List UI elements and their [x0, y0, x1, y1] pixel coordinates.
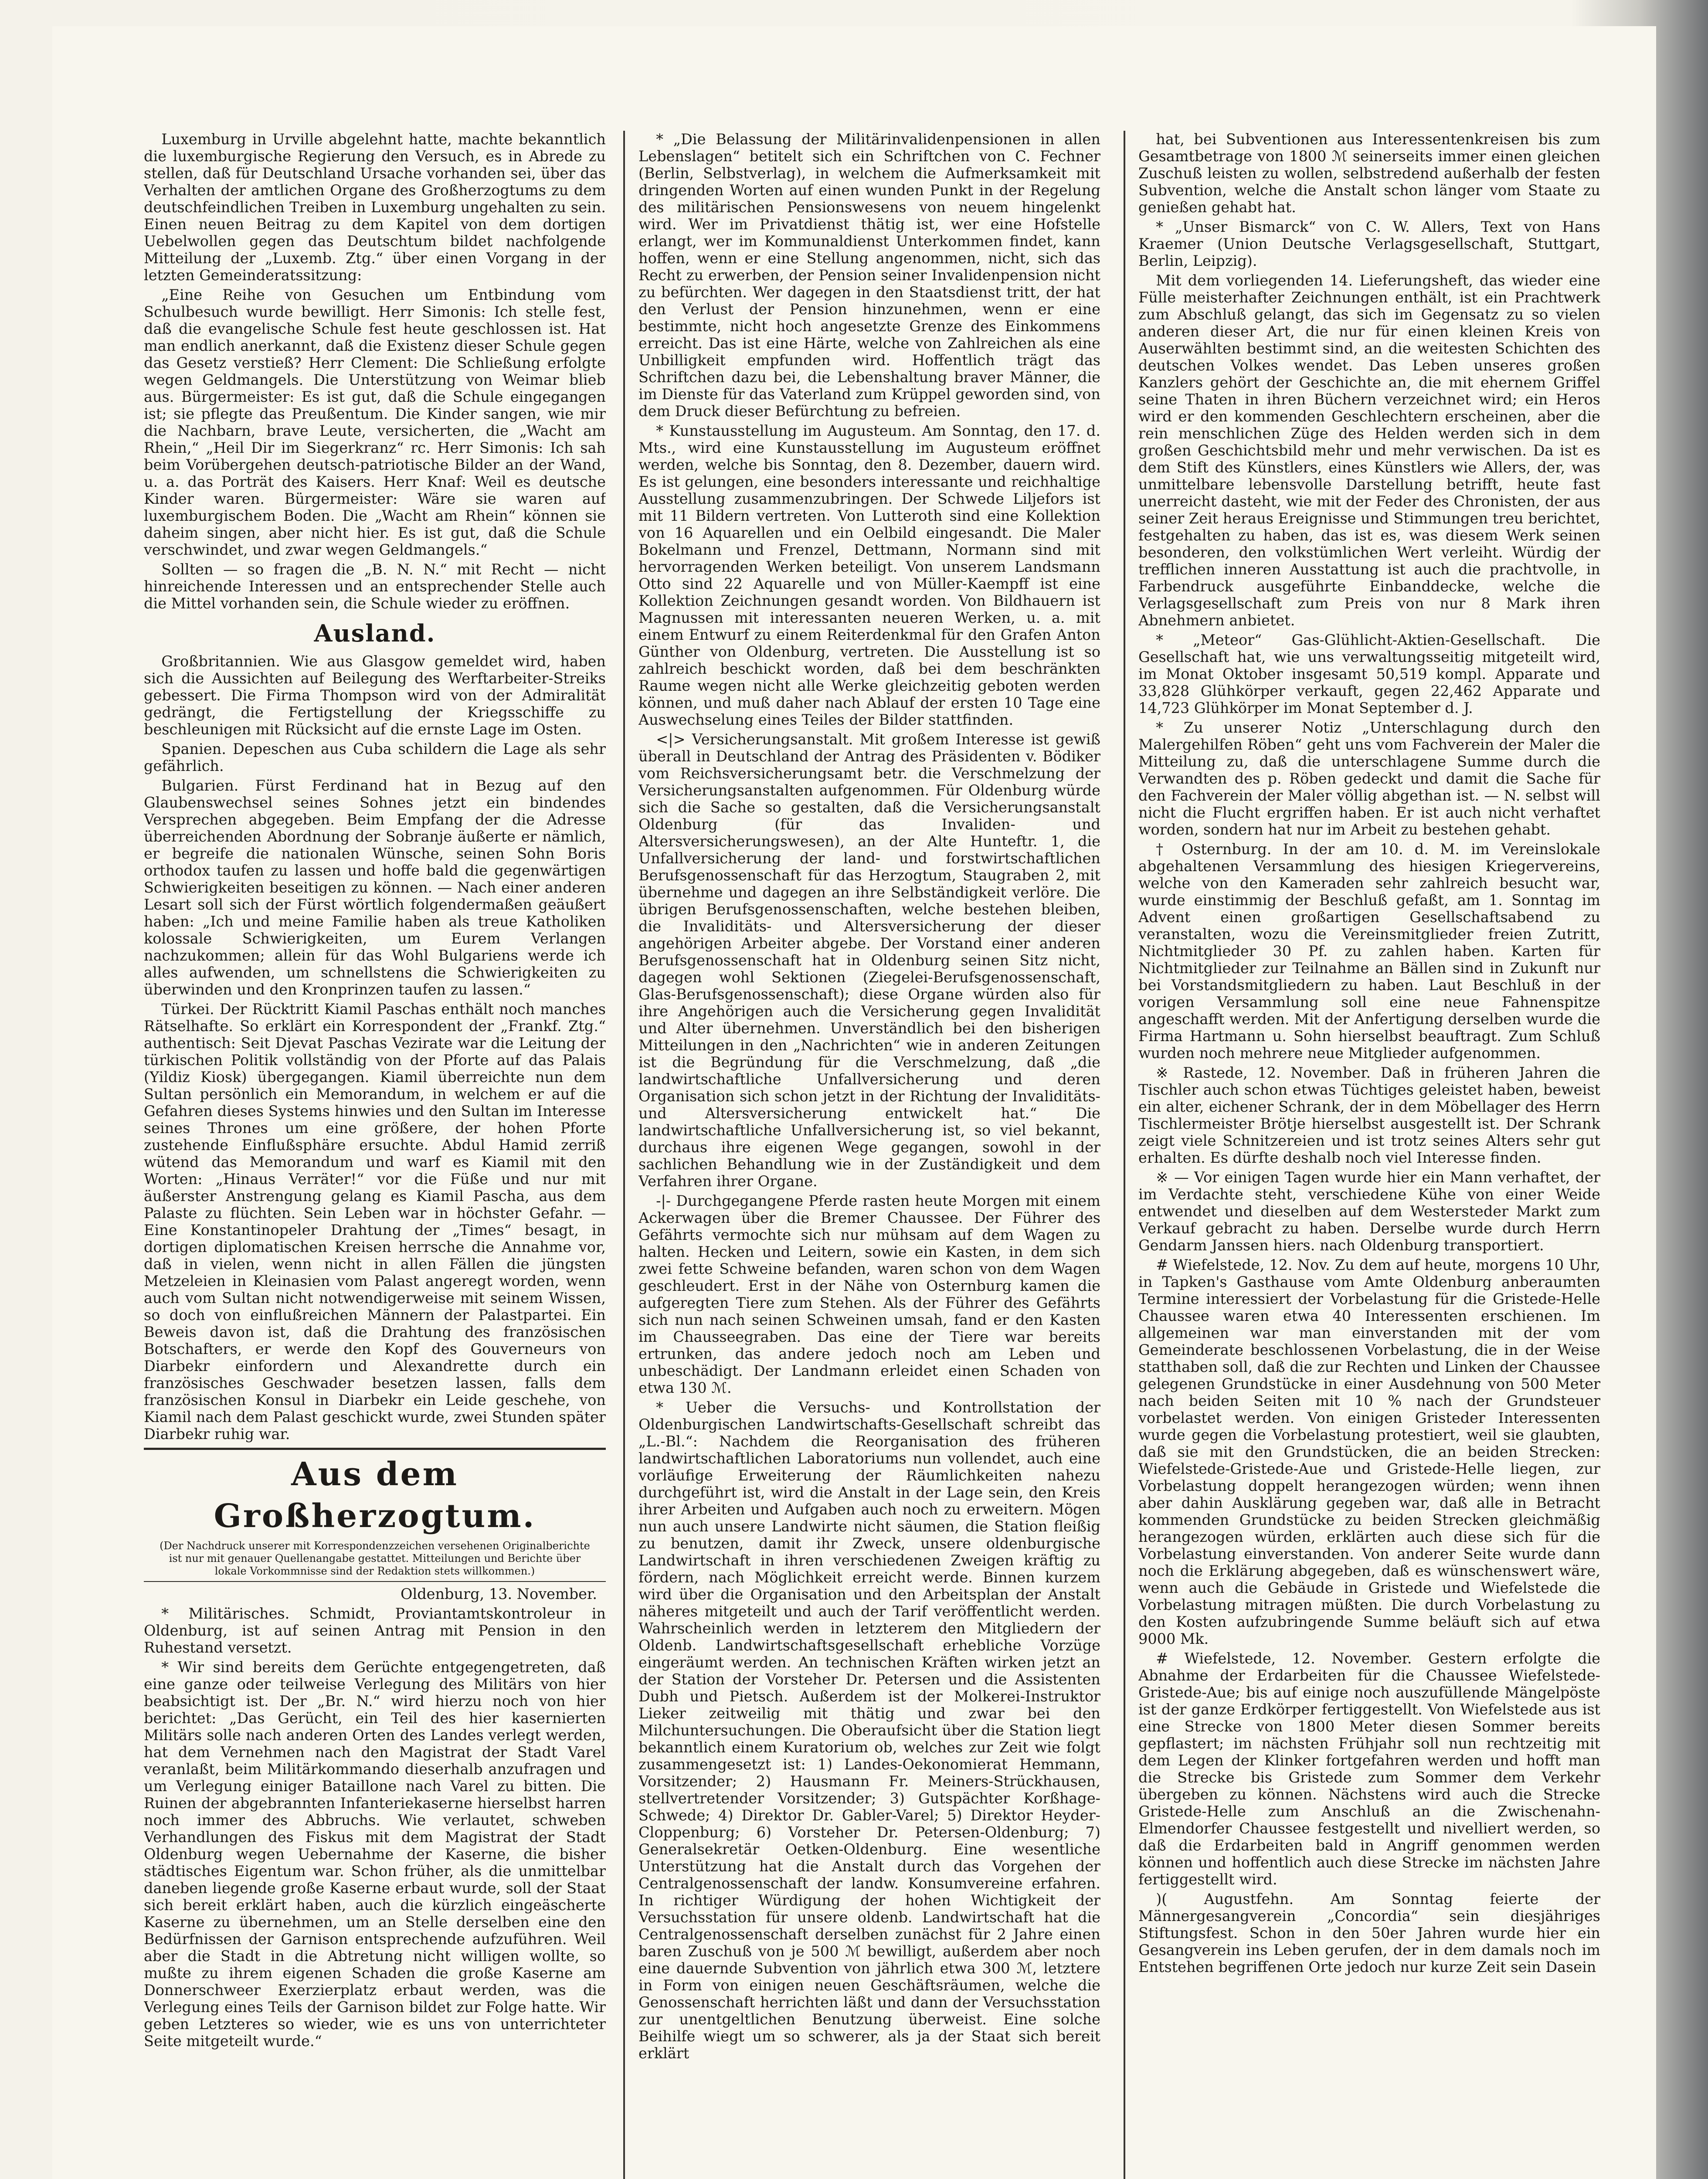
article-paragraph: * Kunstausstellung im Augusteum. Am Sonntag, den 17. d. Mts., wird eine Kunstausstellung im Augusteum eröffnet werden, welche bis Sonntag, den 8. Dezember, dauern wird. Es ist gelungen, eine besonders interessante und reichhaltige Ausstellung zusammenzubringen. Der Schwede Liljefors ist mit 11 Bildern vertreten. Von Lutteroth sind eine Kollektion von 16 Aquarellen und ein Oelbild eingesandt. Die Maler Bokelmann und Frenzel, Dettmann, Normann sind mit hervorragenden Werken beteiligt. Von unserem Landsmann Otto sind 22 Aquarelle und von Müller-Kaempff ist eine Kollektion Zeichnungen gesandt worden. Von Bildhauern ist Magnussen mit interessanten neueren Werken, u. a. mit einem Entwurf zu einem Reiterdenkmal für den Grafen Anton Günther von Oldenburg, vertreten. Die Ausstellung ist so zahlreich beschickt worden, daß bei dem beschränkten Raume wegen nicht alle Werke gleichzeitig geboten werden können, und muß daher nach Ablauf der ersten 10 Tage eine Auswechselung eines Teiles der Bilder stattfinden.: [638, 422, 1100, 728]
article-paragraph: * Ueber die Versuchs- und Kontrollstation der Oldenburgischen Landwirtschafts-Gesellschaft schreibt das „L.-Bl.“: Nachdem die Reorganisation des früheren landwirtschaftlichen Laboratoriums nun vollendet, auch eine vorläufige Erweiterung der Räumlichkeiten nahezu durchgeführt ist, wird die Anstalt in der Lage sein, den Kreis ihrer Arbeiten und Aufgaben auch noch zu erweitern. Mögen nun auch unsere Landwirte nicht säumen, die Station fleißig zu benutzen, damit ihr Zweck, unsere oldenburgische Landwirtschaft in ihren verschiedenen Zweigen kräftig zu fördern, nach Möglichkeit erreicht werde. Binnen kurzem wird über die Organisation und den Arbeitsplan der Anstalt näheres mitgeteilt und auch der Tarif veröffentlicht werden. Wahrscheinlich werden in letzterem den Mitgliedern der Oldenb. Landwirtschaftsgesellschaft erhebliche Vorzüge eingeräumt werden. An technischen Kräften wirken jetzt an der Station der Vorsteher Dr. Petersen und die Assistenten Dubh und Pietsch. Außerdem ist der Molkerei-Instruktor Lieker zeitweilig mit thätig und zwar bei den Milchuntersuchungen. Die Oberaufsicht über die Station liegt bekanntlich einem Kuratorium ob, welches zur Zeit wie folgt zusammengesetzt ist: 1) Landes-Oekonomierat Hemmann, Vorsitzender; 2) Hausmann Fr. Meiners-Strückhausen, stellvertretender Vorsitzender; 3) Gutspächter Korßhage-Schwede; 4) Direktor Dr. Gabler-Varel; 5) Direktor Heyder-Cloppenburg; 6) Vorsteher Dr. Petersen-Oldenburg; 7) Generalsekretär Oetken-Oldenburg. Eine wesentliche Unterstützung hat die Anstalt durch das Vorgehen der Centralgenossenschaft der landw. Konsumvereine erfahren. In richtiger Würdigung der hohen Wichtigkeit der Versuchsstation für unsere oldenb. Landwirtschaft hat die Centralgenossenschaft derselben zunächst für 2 Jahre einen baren Zuschuß von je 500 ℳ bewilligt, außerdem aber noch eine dauernde Subvention von jährlich etwa 300 ℳ, letztere in Form von einigen neuen Geschäftsräumen, welche die Genossenschaft herrichten läßt und dann der Versuchsstation zur unentgeltlichen Benutzung überweist. Eine solche Beihilfe wiegt um so schwerer, als ja der Staat sich bereit erklärt: [638, 1399, 1100, 2062]
column-1: [144, 131, 606, 2179]
article-paragraph: † Osternburg. In der am 10. d. M. im Vereinslokale abgehaltenen Versammlung des hiesigen Kriegervereins, welche von den Kameraden sehr zahlreich besucht war, wurde einstimmig der Beschluß gefaßt, am 1. Sonntag im Advent einen großartigen Gesellschaftsabend zu veranstalten, wozu die Vereinsmitglieder freien Zutritt, Nichtmitglieder 30 Pf. zu zahlen haben. Karten für Nichtmitglieder zur Teilnahme an Bällen sind in Zukunft nur bei Vorstandsmitgliedern zu haben. Laut Beschluß in der vorigen Versammlung soll eine neue Fahnenspitze angeschafft werden. Mit der Anfertigung derselben wurde die Firma Hartmann u. Sohn hierselbst beauftragt. Zum Schluß wurden noch mehrere neue Mitglieder aufgenommen.: [1138, 841, 1600, 1062]
dateline: Oldenburg, 13. November.: [401, 1585, 597, 1602]
article-paragraph: ※ Rastede, 12. November. Daß in früheren Jahren die Tischler auch schon etwas Tüchtiges geleistet haben, beweist ein alter, eichener Schrank, der in dem Möbellager des Herrn Tischlermeister Brötje hierselbst ausgestellt ist. Der Schrank zeigt viele Schnitzereien und ist trotz seines Alters sehr gut erhalten. Es dürfte deshalb noch viel Interesse finden.: [1138, 1064, 1600, 1166]
column-3: [1138, 131, 1600, 2179]
column-divider: [623, 131, 625, 2179]
article-paragraph: * „Meteor“ Gas-Glühlicht-Aktien-Gesellschaft. Die Gesellschaft hat, wie uns verwaltungsseitig mitgeteilt wird, im Monat Oktober insgesamt 50,519 kompl. Apparate und 33,828 Glühkörper verkauft, gegen 22,462 Apparate und 14,723 Glühkörper im Monat September d. J.: [1138, 631, 1600, 716]
article-paragraph: )( Augustfehn. Am Sonntag feierte der Männergesangverein „Concordia“ sein diesjähriges Stiftungsfest. Schon in den 50er Jahren wurde hier ein Gesangverein ins Leben gerufen, der in dem damals noch im Entstehen begriffenen Orte jedoch nur kurze Zeit sein Dasein: [1138, 1891, 1600, 1975]
article-paragraph: -|- Durchgegangene Pferde rasten heute Morgen mit einem Ackerwagen über die Bremer Chaussee. Der Führer des Gefährts vermochte sich nur mühsam auf dem Wagen zu halten. Hecken und Leitern, sowie ein Kasten, in dem sich zwei fette Schweine befanden, waren schon von dem Wagen geschleudert. Erst in der Nähe von Osternburg kamen die aufgeregten Tiere zum Stehen. Als der Führer des Gefährts sich nun nach seinen Schweinen umsah, fand er den Kasten im Chausseegraben. Das eine der Tiere war bereits ertrunken, das andere jedoch noch am Leben und unbeschädigt. Der Landmann erleidet einen Schaden von etwa 130 ℳ.: [638, 1192, 1100, 1396]
article-paragraph: ※ — Vor einigen Tagen wurde hier ein Mann verhaftet, der im Verdachte steht, verschiedene Kühe von einer Weide entwendet und dieselben auf dem Westersteder Markt zum Verkauf gebracht zu haben. Derselbe wurde durch Herrn Gendarm Janssen hiers. nach Oldenburg transportiert.: [1138, 1169, 1600, 1254]
column-2: [638, 131, 1100, 2179]
article-paragraph: # Wiefelstede, 12. Nov. Zu dem auf heute, morgens 10 Uhr, in Tapken's Gasthause vom Amte Oldenburg anberaumten Termine interessiert der Vorbelastung für die Gristede-Helle Chaussee waren etwa 40 Interessenten erschienen. Im allgemeinen war man einverstanden mit der vom Gemeinderate beschlossenen Vorbelastung, die in der Weise statthaben soll, daß die zur Rechten und Linken der Chaussee gelegenen Grundstücke in einer Ausdehnung von 500 Meter nach beiden Seiten mit 10 % nach der Grundsteuer vorbelastet werden. Von einigen Gristeder Interessenten wurde gegen die Vorbelastung protestiert, weil sie glaubten, daß sie mit den Grundstücken, die an beiden Strecken: Wiefelstede-Gristede-Aue und Gristede-Helle liegen, zur Vorbelastung doppelt herangezogen würden; wenn ihnen aber dahin Ausklärung gegeben war, daß alle in Betracht kommenden Grundstücke zu beiden Strecken gleichmäßig herangezogen würden, erklärten auch diese sich für die Vorbelastung einverstanden. Von anderer Seite wurde dann noch die Erklärung abgegeben, daß es wünschenswert wäre, wenn auch die Gebäude in Gristede und Wiefelstede die Vorbelastung mitragen müßten. Die durch Vorbelastung zu den Kosten aufzubringende Summe beläuft sich auf etwa 9000 Mk.: [1138, 1256, 1600, 1647]
article-paragraph: Spanien. Depeschen aus Cuba schildern die Lage als sehr gefährlich.: [144, 740, 606, 774]
article-paragraph: Mit dem vorliegenden 14. Lieferungsheft, das wieder eine Fülle meisterhafter Zeichnungen enthält, ist ein Prachtwerk zum Abschluß gelangt, das sich im Gegensatz zu so vielen anderen dieser Art, die nur für einen kleinen Kreis von Auserwählten bestimmt sind, an die weitesten Schichten des deutschen Volkes wendet. Das Leben unseres großen Kanzlers gehört der Geschichte an, die mit ehernem Griffel seine Thaten in ihren Büchern verzeichnet wird; ein Heros wird er den kommenden Geschlechtern erscheinen, aber die rein menschlichen Züge des Helden werden sich in dem großen Geschichtsbild mehr und mehr verwischen. Da ist es dem Stift des Künstlers, eines Künstlers wie Allers, der, was unmittelbare lebensvolle Darstellung betrifft, heute fast unerreicht dasteht, wie mit der Feder des Chronisten, der aus seiner Zeit heraus Ereignisse und Stimmungen treu berichtet, festgehalten zu haben, das ist es, was diesem Werk seinen besonderen, den volkstümlichen Wert verleiht. Würdig der trefflichen inneren Ausstattung ist auch die prachtvolle, in Farbendruck ausgeführte Einbanddecke, welche die Verlagsgesellschaft zum Preis von nur 8 Mark ihren Abnehmern anbietet.: [1138, 272, 1600, 629]
article-paragraph: * „Die Belassung der Militärinvalidenpensionen in allen Lebenslagen“ betitelt sich ein Schriftchen von C. Fechner (Berlin, Selbstverlag), in welchem die Aufmerksamkeit mit dringenden Worten auf einen wunden Punkt in der Regelung des militärischen Pensionswesens von neuem hingelenkt wird. Wer im Privatdienst thätig ist, wer eine Hofstelle erlangt, wer im Kommunaldienst Unterkommen findet, kann hoffen, wenn er eine Stellung angenommen, nicht, sich das Recht zu erwerben, der Pension seiner Invalidenpension nicht zu befürchten. Wer dagegen in den Staatsdienst tritt, der hat den Verlust der Pension hinzunehmen, wenn er eine bestimmte, nicht hoch angesetzte Grenze des Einkommens erreicht. Das ist eine Härte, welche von Zahlreichen als eine Unbilligkeit empfunden wird. Hoffentlich trägt das Schriftchen dazu bei, die Lebenshaltung braver Männer, die im Dienste für das Vaterland zum Krüppel geworden sind, von dem Druck dieser Befürchtung zu befreien.: [638, 131, 1100, 420]
article-paragraph: * Wir sind bereits dem Gerüchte entgegengetreten, daß eine ganze oder teilweise Verlegung des Militärs von hier beabsichtigt ist. Der „Br. N.“ wird hierzu noch von hier berichtet: „Das Gerücht, ein Teil des hier kasernierten Militärs solle nach anderen Orten des Landes verlegt werden, hat dem Vernehmen nach den Magistrat der Stadt Varel veranlaßt, beim Militärkommando dieserhalb anzufragen und um Verlegung einiger Bataillone nach Varel zu bitten. Die Ruinen der abgebrannten Infanteriekaserne hierselbst harren noch immer des Abbruchs. Wie verlautet, schweben Verhandlungen des Fiskus mit dem Magistrat der Stadt Oldenburg wegen Uebernahme der Kaserne, die bisher städtisches Eigentum war. Schon früher, als die unmittelbar daneben liegende große Kaserne erbaut wurde, soll der Staat sich bereit erklärt haben, auch die kürzlich eingeäscherte Kaserne zu übernehmen, um an Stelle derselben eine den Bedürfnissen der Garnison entsprechende aufzuführen. Weil aber die Stadt in die Abtretung nicht willigen wollte, so mußte zu ihrem eigenen Schaden die große Kaserne am Donnerschweer Exerzierplatz erbaut werden, was die Verlegung eines Teils der Garnison bildet zur Folge hatte. Wir geben Letzteres so wieder, wie es uns von unterrichteter Seite mitgeteilt wurde.“: [144, 1659, 606, 2050]
article-paragraph: Bulgarien. Fürst Ferdinand hat in Bezug auf den Glaubenswechsel seines Sohnes jetzt ein bindendes Versprechen abgegeben. Beim Empfang der die Adresse überreichenden Abordnung der Sobranje äußerte er nämlich, er begreife die nationalen Wünsche, seinen Sohn Boris orthodox taufen zu lassen und hoffe bald die gegenwärtigen Schwierigkeiten beseitigen zu können. — Nach einer anderen Lesart soll sich der Fürst wörtlich folgendermaßen geäußert haben: „Ich und meine Familie haben als treue Katholiken kolossale Schwierigkeiten, um Eurem Verlangen nachzukommen; allein für das Wohl Bulgariens werde ich alles aufwenden, um schnellstens die Schwierigkeiten zu überwinden und den Kronprinzen taufen zu lassen.“: [144, 777, 606, 998]
article-paragraph: Luxemburg in Urville abgelehnt hatte, machte bekanntlich die luxemburgische Regierung den Versuch, es in Abrede zu stellen, daß für Deutschland Ursache vorhanden sei, über das Verhalten der amtlichen Organe des Großherzogtums zu dem deutschfeindlichen Treiben in Luxemburg ungehalten zu sein. Einen neuen Beitrag zu dem Kapitel von dem dortigen Uebelwollen gegen das Deutschtum bildet nachfolgende Mitteilung der „Luxemb. Ztg.“ über einen Vorgang in der letzten Gemeinderatssitzung:: [144, 131, 606, 284]
article-paragraph: „Eine Reihe von Gesuchen um Entbindung vom Schulbesuch wurde bewilligt. Herr Simonis: Ich stelle fest, daß die evangelische Schule fest heute geschlossen ist. Hat man endlich anerkannt, daß die Existenz dieser Schule gegen das Gesetz verstieß? Herr Clement: Die Schließung erfolgte wegen Geldmangels. Die Unterstützung von Weimar blieb aus. Bürgermeister: Es ist gut, daß die Schule eingegangen ist; sie pflegte das Preußentum. Die Kinder sangen, wie mir die Nachbarn, brave Leute, versicherten, die „Wacht am Rhein,“ „Heil Dir im Siegerkranz“ rc. Herr Simonis: Ich sah beim Vorübergehen deutsch-patriotische Bilder an der Wand, u. a. das Porträt des Kaisers. Herr Knaf: Weil es deutsche Kinder waren. Bürgermeister: Wäre sie waren auf luxemburgischem Boden. Die „Wacht am Rhein“ können sie daheim singen, aber nicht hier. Es ist gut, daß die Schule verschwindet, und zwar wegen Geldmangels.“: [144, 286, 606, 558]
section-title: Aus dem Großherzogtum.: [214, 1456, 536, 1535]
section-note: (Der Nachdruck unserer mit Korrespondenzzeichen versehenen Originalberichte ist nur mit genauer Quellenangabe gestattet. Mitteilungen und Berichte über lokale Vorkommnisse sind der Redaktion stets willkommen.): [160, 1540, 590, 1577]
column-divider: [1124, 131, 1125, 2179]
section-heading-ausland: Ausland.: [314, 619, 436, 647]
section-rule: [144, 1448, 606, 1450]
article-paragraph: # Wiefelstede, 12. November. Gestern erfolgte die Abnahme der Erdarbeiten für die Chaussee Wiefelstede-Gristede-Aue; bis auf einige noch auszufüllende Mängelpöste ist der ganze Erdkörper fertiggestellt. Von Wiefelstede aus ist eine Strecke von 1800 Meter diesen Sommer bereits gepflastert; im nächsten Frühjahr soll nun rechtzeitig mit dem Legen der Klinker fortgefahren werden und hofft man die Strecke bis Gristede zum Sommer dem Verkehr übergeben zu können. Nächstens wird auch die Strecke Gristede-Helle zum Anschluß an die Zwischenahn-Elmendorfer Chaussee festgestellt und nivelliert werden, so daß die Erdarbeiten bald in Angriff genommen werden können und hoffentlich auch diese Strecke im nächsten Jahre fertiggestellt wird.: [1138, 1650, 1600, 1888]
article-paragraph: <|> Versicherungsanstalt. Mit großem Interesse ist gewiß überall in Deutschland der Antrag des Präsidenten v. Bödiker vom Reichsversicherungsamt betr. die Verschmelzung der Versicherungsanstalten aufgenommen. Für Oldenburg würde sich die Sache so gestalten, daß die Versicherungsanstalt Oldenburg (für das Invaliden- und Altersversicherungswesen), an der Alte Hunteftr. 1, die Unfallversicherung der land- und forstwirtschaftlichen Berufsgenossenschaft für das Herzogtum, Staugraben 2, mit übernehme und dagegen an ihre Selbständigkeit verlöre. Die übrigen Berufsgenossenschaften, welche bestehen bleiben, die Invaliditäts- und Altersversicherung der dieser angehörigen Arbeiter abgebe. Der Vorstand einer anderen Berufsgenossenschaft hat in Oldenburg seinen Sitz nicht, dagegen wohl Sektionen (Ziegelei-Berufsgenossenschaft, Glas-Berufsgenossenschaft); diese Organe würden also für ihre Angehörigen auch die Versicherung gegen Invalidität und Alter übernehmen. Unverständlich bei den bisherigen Mitteilungen in den „Nachrichten“ wie in anderen Zeitungen ist die Begründung für die Verschmelzung, daß „die landwirtschaftliche Unfallversicherung und deren Organisation sich schon jetzt in der Richtung der Invaliditäts- und Altersversicherung entwickelt hat.“ Die landwirtschaftliche Unfallversicherung ist, so viel bekannt, durchaus ihre eigenen Wege gegangen, sowohl in der sachlichen Behandlung wie in der Zuständigkeit und dem Verfahren ihrer Organe.: [638, 731, 1100, 1190]
article-paragraph: Großbritannien. Wie aus Glasgow gemeldet wird, haben sich die Aussichten auf Beilegung des Werftarbeiter-Streiks gebessert. Die Firma Thompson wird von der Admiralität gedrängt, die Fertigstellung der Kriegsschiffe zu beschleunigen mit Rücksicht auf die ernste Lage im Osten.: [144, 653, 606, 738]
section-rule: [144, 1581, 606, 1582]
article-paragraph: * „Unser Bismarck“ von C. W. Allers, Text von Hans Kraemer (Union Deutsche Verlagsgesellschaft, Stuttgart, Berlin, Leipzig).: [1138, 218, 1600, 269]
article-paragraph: Sollten — so fragen die „B. N. N.“ mit Recht — nicht hinreichende Interessen und an entsprechender Stelle auch die Mittel vorhanden sein, die Schule wieder zu eröffnen.: [144, 561, 606, 612]
article-paragraph: hat, bei Subventionen aus Interessentenkreisen bis zum Gesamtbetrage von 1800 ℳ seinerseits immer einen gleichen Zuschuß leisten zu wollen, selbstredend außerhalb der festen Subvention, welche die Anstalt schon länger vom Staate zu genießen gehabt hat.: [1138, 131, 1600, 216]
article-paragraph: * Militärisches. Schmidt, Proviantamtskontroleur in Oldenburg, ist auf seinen Antrag mit Pension in den Ruhestand versetzt.: [144, 1605, 606, 1656]
article-paragraph: * Zu unserer Notiz „Unterschlagung durch den Malergehilfen Röben“ geht uns vom Fachverein der Maler die Mitteilung zu, daß die unterschlagene Summe durch die Verwandten des p. Röben gedeckt und damit die Sache für den Fachverein der Maler völlig abgethan ist. — N. selbst will nicht die Flucht ergriffen haben. Er ist auch nicht verhaftet worden, sondern hat nur im Arbeit zu bestehen gehabt.: [1138, 719, 1600, 838]
article-paragraph: Türkei. Der Rücktritt Kiamil Paschas enthält noch manches Rätselhafte. So erklärt ein Korrespondent der „Frankf. Ztg.“ authentisch: Seit Djevat Paschas Vezirate war die Leitung der türkischen Politik vollständig von der Pforte auf das Palais (Yildiz Kiosk) übergegangen. Kiamil überreichte nun dem Sultan persönlich ein Memorandum, in welchem er auf die Gefahren dieses Systems hinwies und den Sultan im Interesse seines Thrones um eine größere, der hohen Pforte zustehende Einflußsphäre ersuchte. Abdul Hamid zerriß wütend das Memorandum und warf es Kiamil mit den Worten: „Hinaus Verräter!“ vor die Füße und nur mit äußerster Anstrengung gelang es Kiamil Pascha, aus dem Palaste zu flüchten. Sein Leben war in höchster Gefahr. — Eine Konstantinopeler Drahtung der „Times“ besagt, in dortigen diplomatischen Kreisen herrsche die Annahme vor, daß in vielen, wenn nicht in allen Fällen die jüngsten Metzeleien in Kleinasien vom Palast angeregt worden, wenn auch vom Sultan nicht notwendigerweise mit seinem Wissen, so doch von einflußreichen Männern der Palastpartei. Ein Beweis davon ist, daß die Drahtung des französischen Botschafters, er werde den Kopf des Gouverneurs von Diarbekr einfordern und Alexandrette durch ein französisches Geschwader besetzen lassen, falls dem französischen Konsul in Diarbekr ein Leide geschehe, von Kiamil nach dem Palast geschickt wurde, zwei Stunden später Diarbekr ruhig war.: [144, 1001, 606, 1442]
